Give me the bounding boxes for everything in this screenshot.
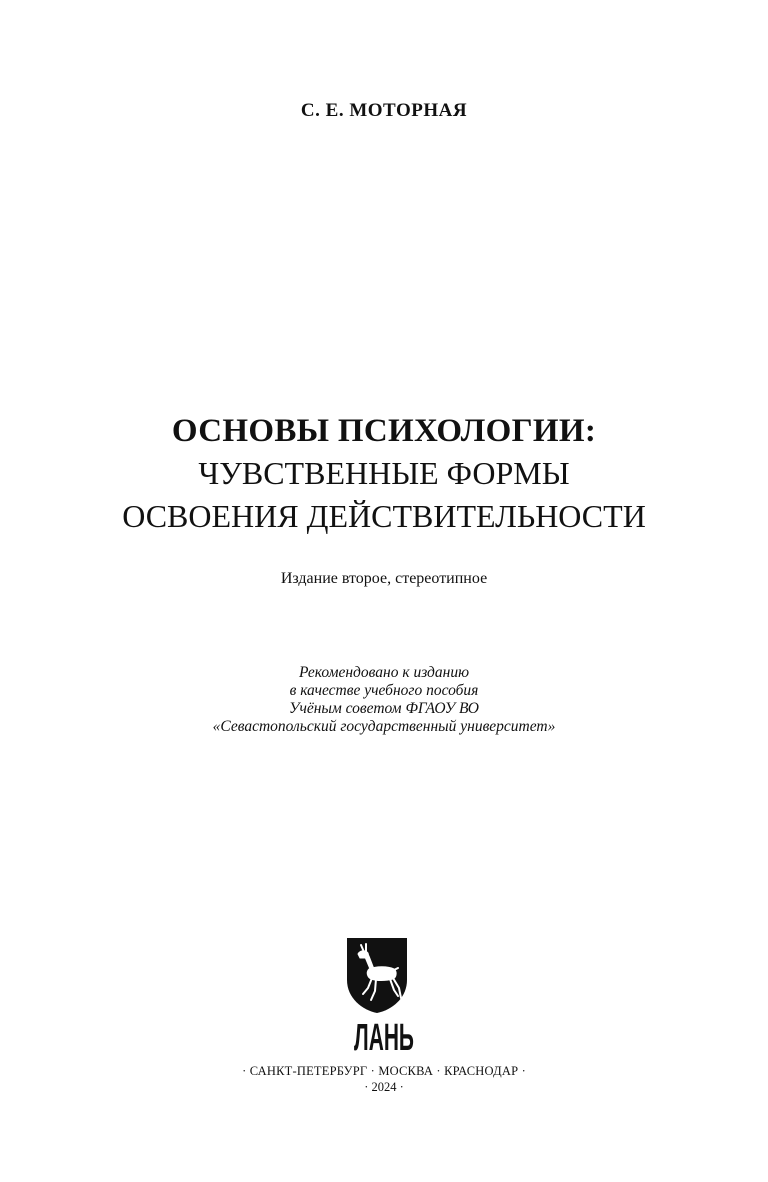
recommendation-line-1: Рекомендовано к изданию [298, 664, 470, 681]
recommendation-line-4: «Севастопольский государственный университет» [212, 718, 556, 735]
publisher-logo-text: ЛАНЬ [354, 1017, 414, 1059]
title-line-sub-1: ЧУВСТВЕННЫЕ ФОРМЫ [198, 455, 570, 491]
title-line-main: ОСНОВЫ ПСИХОЛОГИИ: [171, 413, 597, 449]
publication-year: · 2024 · [364, 1080, 404, 1094]
recommendation-line-3: Учёным советом ФГАОУ ВО [289, 700, 479, 717]
author-name: С. Е. МОТОРНАЯ [300, 100, 468, 121]
deer-shield-icon [344, 936, 410, 1014]
title-line-sub-2: ОСВОЕНИЯ ДЕЙСТВИТЕЛЬНОСТИ [122, 498, 646, 534]
book-title [0, 410, 768, 538]
edition-note: Издание второе, стереотипное [280, 570, 488, 587]
recommendation-block [0, 664, 768, 736]
recommendation-line-2: в качестве учебного пособия [289, 682, 479, 699]
publisher-cities: · САНКТ-ПЕТЕРБУРГ · МОСКВА · КРАСНОДАР · [242, 1064, 526, 1078]
